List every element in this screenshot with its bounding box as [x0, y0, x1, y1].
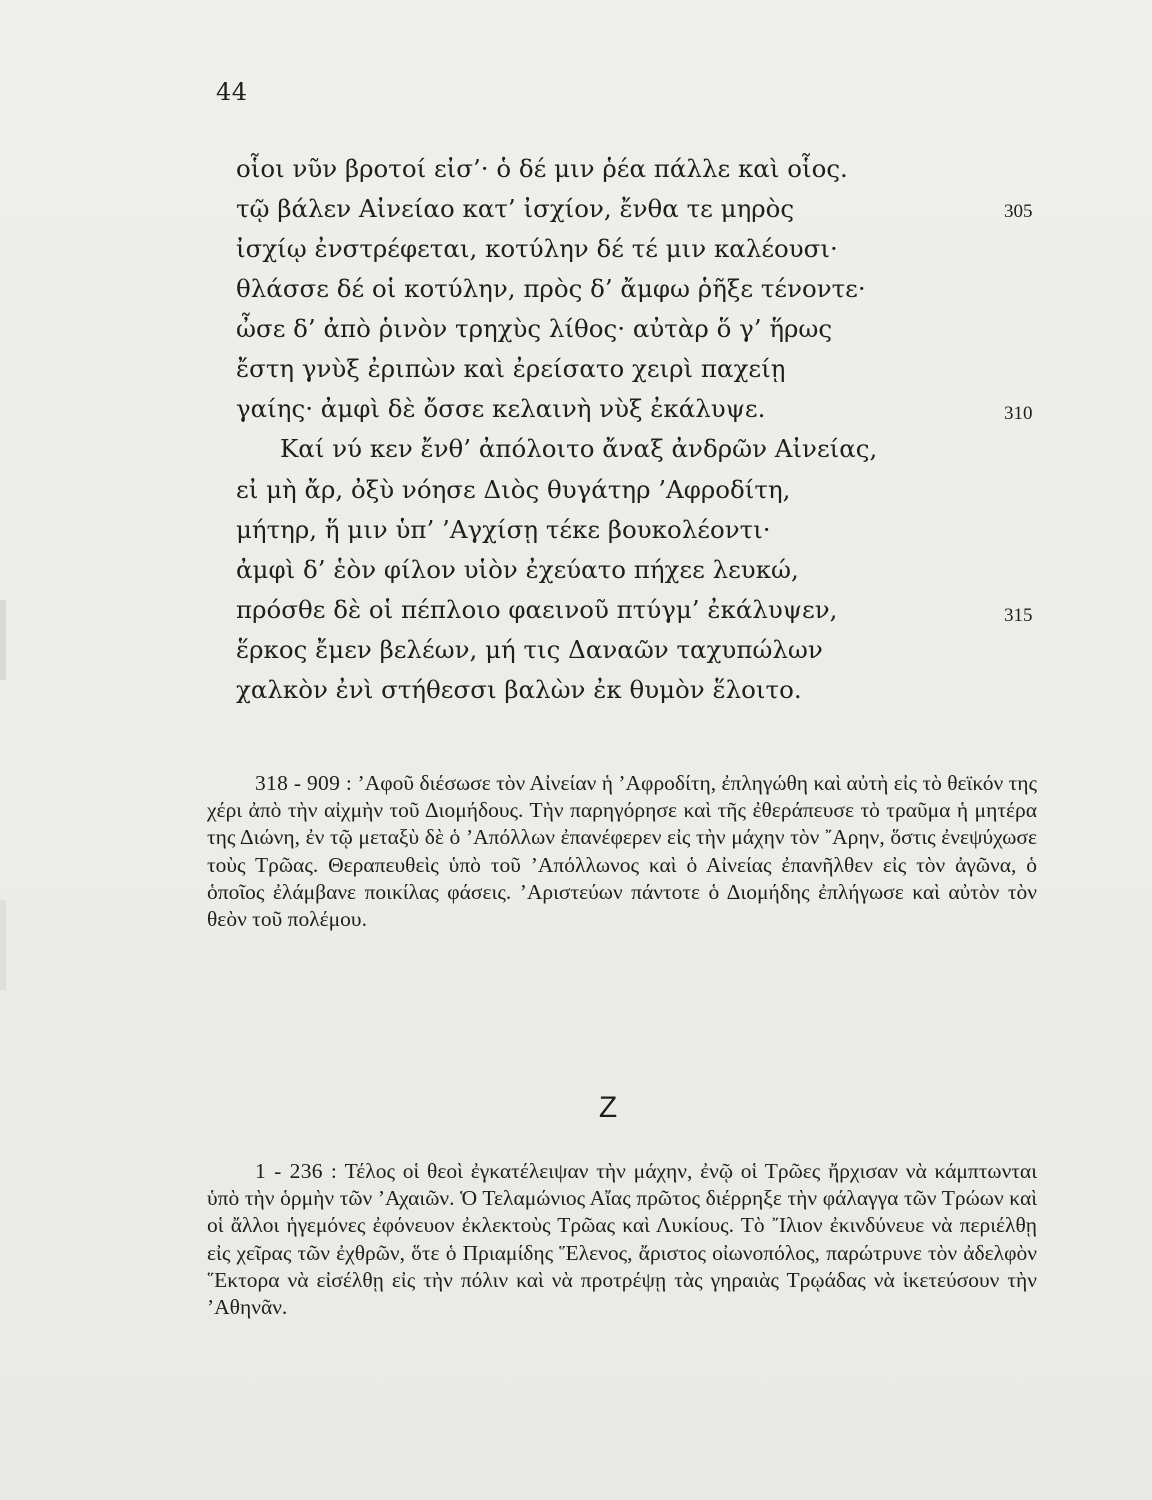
verse-line: γαίης· ἀμφὶ δὲ ὄσσε κελαινὴ νὺξ ἐκάλυψε.	[236, 394, 766, 423]
verse-line: ὦσε δ’ ἀπὸ ῥινὸν τρηχὺς λίθος· αὐτὰρ ὅ γ’ ἥρως	[236, 314, 833, 343]
line-number: 305	[1004, 201, 1033, 222]
verse-line: οἷοι νῦν βροτοί εἰσ’· ὁ δέ μιν ῥέα πάλλε καὶ οἷος.	[236, 154, 848, 183]
verse-line: Καί νύ κεν ἔνθ’ ἀπόλοιτο ἄναξ ἀνδρῶν Αἰνείας,	[280, 434, 878, 463]
verse-line: ἔστη γνὺξ ἐριπὼν καὶ ἐρείσατο χειρὶ παχείῃ	[236, 354, 786, 383]
verse-line: ἕρκος ἔμεν βελέων, μή τις Δαναῶν ταχυπώλων	[236, 635, 823, 664]
summary-paragraph-book-e	[207, 770, 1037, 933]
verse-line: χαλκὸν ἐνὶ στήθεσσι βαλὼν ἐκ θυμὸν ἕλοιτο.	[236, 675, 802, 704]
line-number: 310	[1004, 403, 1033, 424]
book-heading-letter: Ζ	[598, 1091, 618, 1124]
verse-line: μήτηρ, ἥ μιν ὑπ’ ’Αγχίσῃ τέκε βουκολέοντι·	[236, 515, 771, 544]
line-number: 315	[1004, 605, 1033, 626]
verse-line: τῷ βάλεν Αἰνείαο κατ’ ἰσχίον, ἔνθα τε μηρὸς	[236, 194, 795, 223]
line-range-reference: 318 - 909 :	[255, 771, 353, 795]
verse-line: ἀμφὶ δ’ ἑὸν φίλον υἱὸν ἐχεύατο πήχεε λευκώ,	[236, 555, 799, 584]
line-range-reference: 1 - 236 :	[255, 1159, 338, 1183]
page-number: 44	[216, 78, 248, 106]
summary-text: Τέλος οἱ θεοὶ ἐγκατέλειψαν τὴν μάχην, ἐνῷ οἱ Τρῶες ἤρχισαν νὰ κάμπτωνται ὑπὸ τὴν ὁρμὴν τῶν ’Αχαιῶν. Ὁ Τελαμώνιος Αἴας πρῶτος διέρρηξε τὴν φάλαγγα τῶν Τρώων καὶ οἱ ἄλλοι ἡγεμόνες ἐφόνευον ἐκλεκτοὺς Τρῶας καὶ Λυκίους. Τὸ ῎Ιλιον ἐκινδύνευε νὰ περιέλθῃ εἰς χεῖρας τῶν ἐχθρῶν, ὅτε ὁ Πριαμίδης Ἕλενος, ἄριστος οἰωνοπόλος, παρώτρυνε τὸν ἀδελφὸν ῞Εκτορα νὰ εἰσέλθῃ εἰς τὴν πόλιν καὶ νὰ προτρέψῃ τὰς γηραιὰς Τρῳάδας νὰ ἱκετεύσουν τὴν ’Αθηνᾶν.	[207, 1159, 1037, 1320]
verse-line: εἰ μὴ ἄρ, ὀξὺ νόησε Διὸς θυγάτηρ ’Αφροδίτη,	[236, 475, 791, 504]
verse-line: ἰσχίῳ ἐνστρέφεται, κοτύλην δέ τέ μιν καλέουσι·	[236, 234, 838, 263]
verse-line: θλάσσε δέ οἱ κοτύλην, πρὸς δ’ ἄμφω ῥῆξε τένοντε·	[236, 274, 866, 303]
summary-paragraph-book-z	[207, 1158, 1037, 1321]
page-edge-shadow	[0, 900, 6, 990]
greek-verse-passage	[0, 0, 1152, 730]
summary-text: ’Αφοῦ διέσωσε τὸν Αἰνείαν ἡ ’Αφροδίτη, ἐπληγώθη καὶ αὐτὴ εἰς τὸ θεϊκόν της χέρι ἀπὸ τὴν αἰχμὴν τοῦ Διομήδους. Τὴν παρηγόρησε καὶ τῆς ἐθεράπευσε τὸ τραῦμα ἡ μητέρα της Διώνη, ἐν τῷ μεταξὺ δὲ ὁ ’Απόλλων ἐπανέφερεν εἰς τὴν μάχην τὸν ῎Αρην, ὅστις ἐνεψύχωσε τοὺς Τρῶας. Θεραπευθεὶς ὑπὸ τοῦ ’Απόλλωνος καὶ ὁ Αἰνείας ἐπανῆλθεν εἰς τὸν ἀγῶνα, ὁ ὁποῖος ἐλάμβανε ποικίλας φάσεις. ’Αριστεύων πάντοτε ὁ Διομήδης ἐπλήγωσε καὶ αὐτὸν τὸν θεὸν τοῦ πολέμου.	[207, 771, 1038, 932]
verse-line: πρόσθε δὲ οἱ πέπλοιο φαεινοῦ πτύγμ’ ἐκάλυψεν,	[236, 595, 838, 624]
